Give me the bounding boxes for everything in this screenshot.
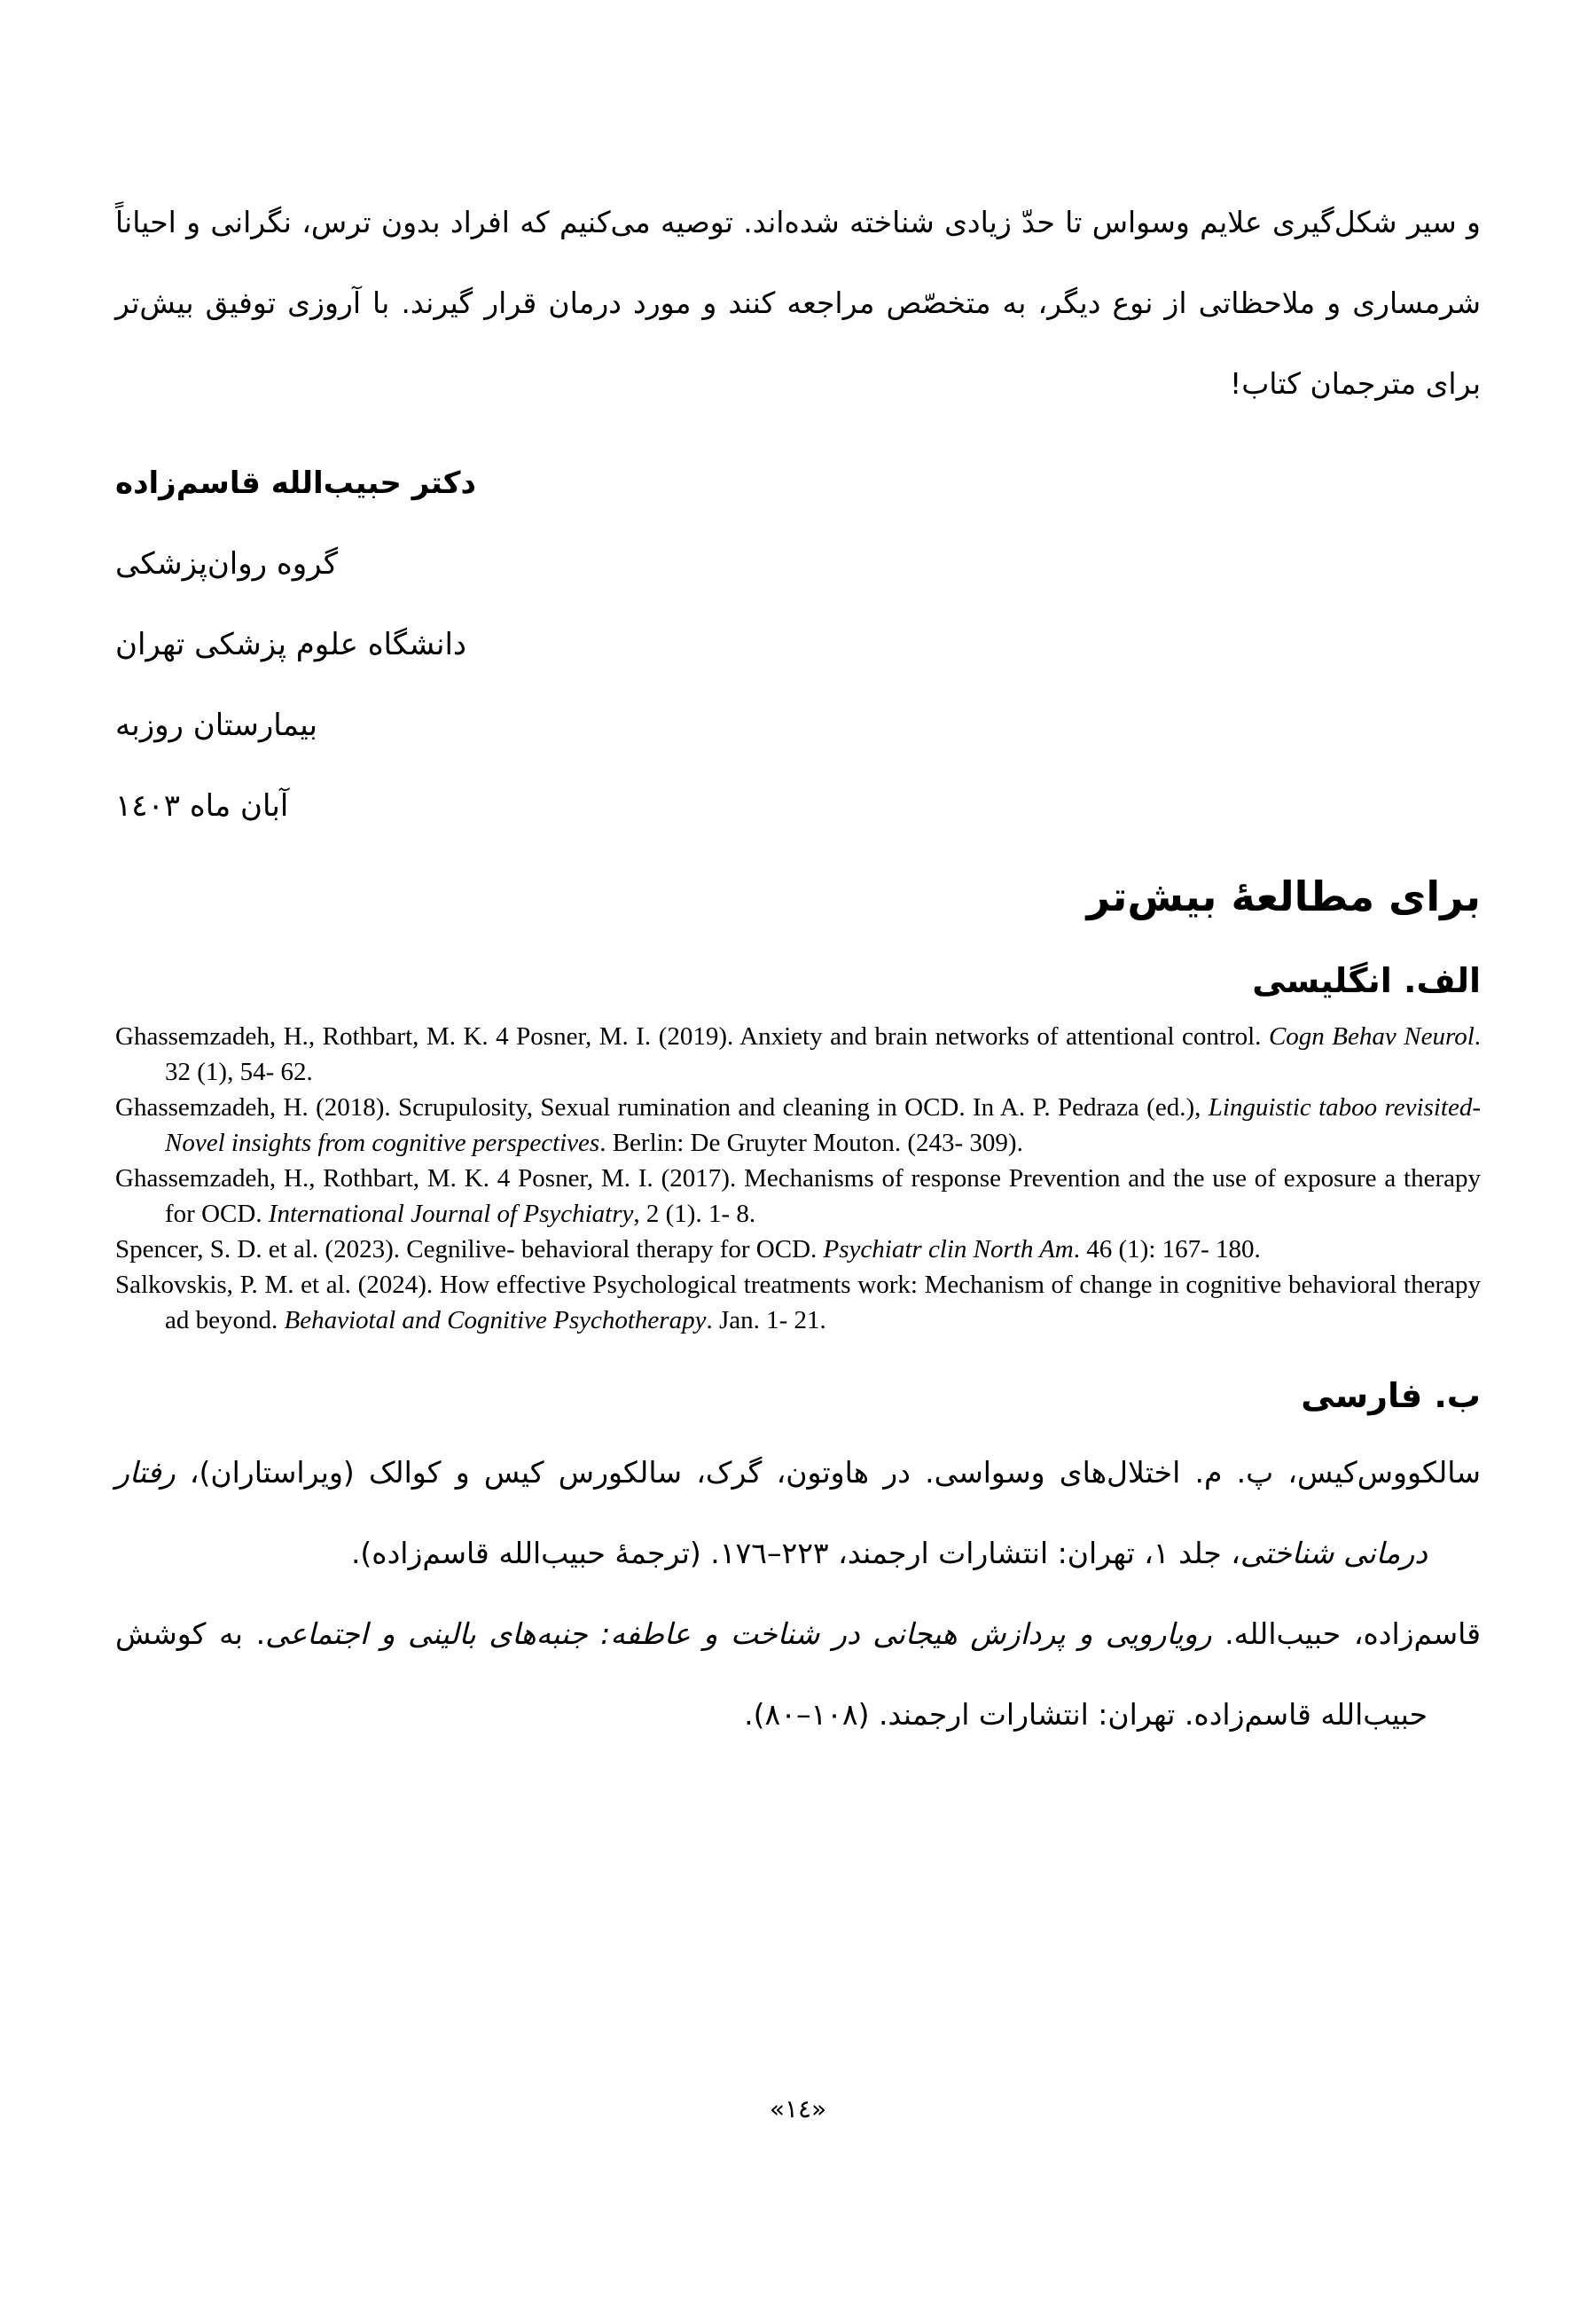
reference-text: Ghassemzadeh, H., Rothbart, M. K. 4 Posner, M. I. (2017). Mechanisms of response Prevention and the use of exposure a therapy for OCD. bbox=[115, 1164, 1481, 1228]
reference-source-italic: Cogn Behav Neurol bbox=[1268, 1022, 1475, 1051]
reference-text: Ghassemzadeh, H. (2018). Scrupulosity, Sexual rumination and cleaning in OCD. In A. P. Pedraza (ed.), bbox=[115, 1093, 1209, 1122]
reference-text: سالکووس‌کیس، پ. م. اختلال‌های وسواسی. در هاوتون، گرک، سالکورس کیس و کوالک (ویراستاران)، bbox=[175, 1455, 1481, 1490]
reference-text: قاسم‌زاده، حبیب‌الله. bbox=[1211, 1616, 1482, 1651]
english-subheading: الف. انگلیسی bbox=[1252, 961, 1481, 1000]
persian-subheading: ب. فارسی bbox=[1301, 1376, 1481, 1415]
reference-entry bbox=[115, 1432, 1481, 1593]
page-number: «١٤» bbox=[769, 2094, 827, 2124]
reference-entry bbox=[115, 1090, 1481, 1161]
reference-text: Ghassemzadeh, H., Rothbart, M. K. 4 Posner, M. I. (2019). Anxiety and brain networks of attentional control. bbox=[115, 1022, 1269, 1051]
reference-entry bbox=[115, 1232, 1481, 1267]
signature-name: دکتر حبیب‌الله قاسم‌زاده bbox=[115, 465, 476, 501]
reference-text: . Jan. 1- 21. bbox=[706, 1306, 826, 1334]
english-reference-list bbox=[115, 1019, 1481, 1338]
reference-text: . 46 (1): 167- 180. bbox=[1073, 1235, 1261, 1263]
reference-text: ، جلد ١، تهران: انتشارات ارجمند، ٢٢٣–١٧٦. (ترجمۀ حبیب‌الله قاسم‌زاده). bbox=[350, 1536, 1240, 1570]
page-content bbox=[0, 182, 1596, 1755]
reference-entry bbox=[115, 1593, 1481, 1755]
persian-reference-list bbox=[115, 1432, 1481, 1755]
reference-source-italic: Psychiatr clin North Am bbox=[823, 1235, 1074, 1263]
reference-text: . 32 (1), 54- 62. bbox=[165, 1022, 1481, 1086]
reference-text: , 2 (1). 1- 8. bbox=[633, 1200, 756, 1228]
reference-source-italic: رفتار درمانی شناختی bbox=[115, 1455, 1428, 1570]
signature-university: دانشگاه علوم پزشکی تهران bbox=[115, 627, 467, 662]
reference-text: . Berlin: De Gruyter Mouton. (243- 309). bbox=[599, 1129, 1023, 1157]
reference-source-italic: رویارویی و پردازش هیجانی در شناخت و عاطفه: جنبه‌های بالینی و اجتماعی bbox=[265, 1616, 1212, 1651]
further-reading-title: برای مطالعۀ بیش‌تر bbox=[1086, 872, 1481, 920]
closing-paragraph: و سیر شکل‌گیری علایم وسواس تا حدّ زیادی شناخته شده‌اند. توصیه می‌کنیم که افراد بدون ترس، نگرانی و احیاناً شرمساری و ملاحظاتی از نوع دیگر، به متخصّص مراجعه کنند و مورد درمان قرار گیرند. با آروزی توفیق بیش‌تر برای مترجمان کتاب! bbox=[115, 205, 1481, 401]
reference-entry bbox=[115, 1267, 1481, 1338]
reference-source-italic: International Journal of Psychiatry bbox=[268, 1200, 634, 1228]
signature-date: آبان ماه ١٤٠٣ bbox=[115, 788, 289, 824]
reference-text: . به کوشش حبیب‌الله قاسم‌زاده. تهران: انتشارات ارجمند. (١٠٨–٨٠). bbox=[115, 1616, 1428, 1732]
signature-department: گروه روان‌پزشکی bbox=[115, 546, 339, 582]
reference-text: Spencer, S. D. et al. (2023). Cegnilive- behavioral therapy for OCD. bbox=[115, 1235, 824, 1263]
reference-entry bbox=[115, 1019, 1481, 1090]
signature-block bbox=[115, 443, 1481, 847]
signature-hospital: بیمارستان روزبه bbox=[115, 708, 317, 743]
reference-source-italic: Linguistic taboo revisited- Novel insights from cognitive perspectives bbox=[165, 1093, 1481, 1157]
reference-text: Salkovskis, P. M. et al. (2024). How effective Psychological treatments work: Mechanism of change in cognitive behavioral therapy ad beyond. bbox=[115, 1271, 1481, 1334]
reference-source-italic: Behaviotal and Cognitive Psychotherapy bbox=[284, 1306, 707, 1334]
reference-entry bbox=[115, 1161, 1481, 1232]
